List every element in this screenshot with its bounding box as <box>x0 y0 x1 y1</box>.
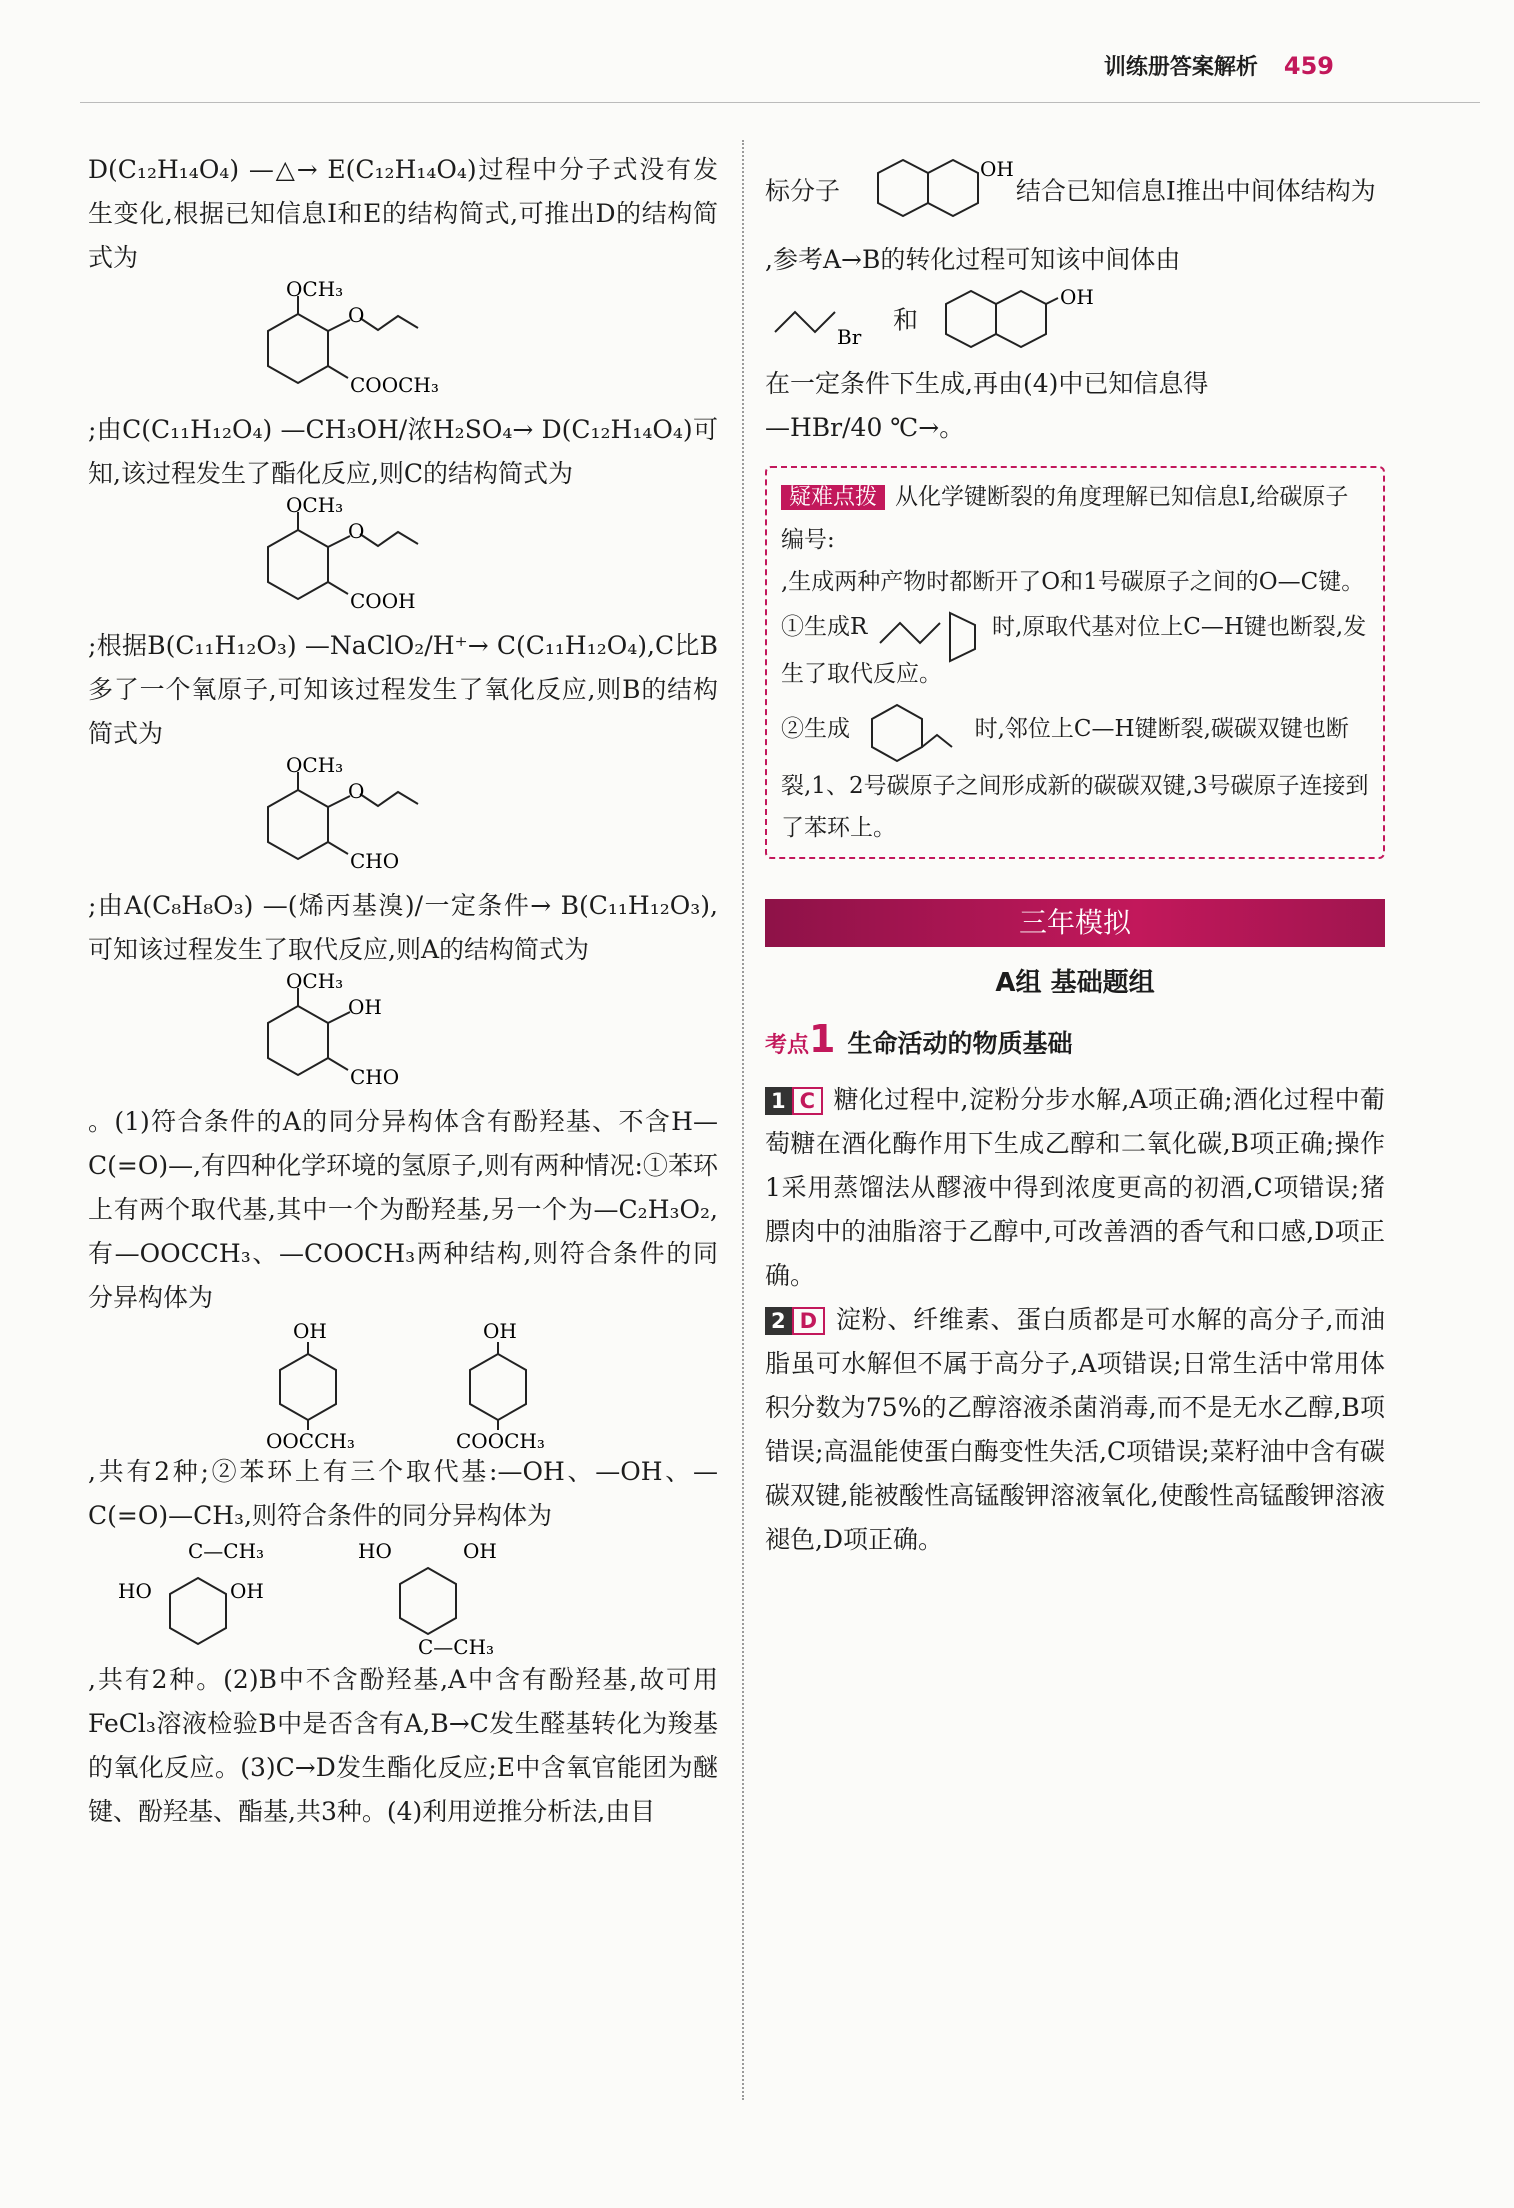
naph1-oh: OH <box>979 157 1014 181</box>
structure-allyl-bromide <box>765 292 885 352</box>
kaodian-tag: 考点 <box>765 1033 810 1058</box>
structure-naphthol-target <box>848 148 1014 238</box>
left-para-6: ,共有2种;②苯环上有三个取代基:—OH、—OH、—C(=O)—CH₃,则符合条件的同分异构体为 <box>88 1457 718 1530</box>
tip-text-5: ②生成 <box>781 716 850 742</box>
tip-text-4: 时,原取代基对位上C—H键也断裂,发生了取代反应。 <box>781 614 1367 687</box>
d-sub1: OCH₃ <box>286 277 344 301</box>
left-para-7: ,共有2种。(2)B中不含酚羟基,A中含有酚羟基,故可用FeCl₃溶液检验B中是否含有A,B→C发生醛基转化为羧基的氧化反应。(3)C→D发生酯化反应;E中含氧官能团为醚键、酚羟基、酯基,共3种。(4)利用逆推分析法,由目 <box>88 1665 718 1826</box>
structure-iso1 <box>238 1319 388 1453</box>
b-sub2: O <box>348 779 365 803</box>
right-para-2e: 。 <box>939 413 965 442</box>
iso4-s2: OH <box>463 1539 497 1563</box>
d-sub2: O <box>348 303 365 327</box>
iso4-s1: HO <box>358 1539 392 1563</box>
brom-label: Br <box>837 325 862 349</box>
tip-text-1: 从化学键断裂的角度理解已知信息Ⅰ,给碳原子编号: <box>781 484 1349 553</box>
structure-naphthol <box>926 282 1096 362</box>
left-column <box>88 148 718 1834</box>
header-title: 训练册答案解析 <box>1103 55 1258 80</box>
left-para-1: D(C₁₂H₁₄O₄) —△→ E(C₁₂H₁₄O₄)过程中分子式没有发生变化,根据已知信息Ⅰ和E的结构简式,可推出D的结构简式为 <box>88 155 718 272</box>
tip-text-3: ①生成R <box>781 614 868 640</box>
structure-d <box>238 277 498 404</box>
right-para-2c: 在一定条件下生成,再由(4)中已知信息得 <box>765 369 1209 398</box>
iso4-s3: C—CH₃ <box>418 1635 495 1659</box>
q1-number: 1 <box>765 1087 792 1115</box>
left-para-5: 。(1)符合条件的A的同分异构体含有酚羟基、不含H—C(=O)—,有四种化学环境的氢原子,则有两种情况:①苯环上有两个取代基,其中一个为酚羟基,另一个为—C₂H₃O₂,有—OOCCH₃、—COOCH₃两种结构,则符合条件的同分异构体为 <box>88 1107 718 1312</box>
naph2-oh: OH <box>1059 285 1094 309</box>
iso2-bottom: COOCH₃ <box>456 1429 545 1453</box>
tip-box <box>765 466 1385 859</box>
left-para-3: ;根据B(C₁₁H₁₂O₃) —NaClO₂/H⁺→ C(C₁₁H₁₂O₄),C比B多了一个氧原子,可知该过程发生了氧化反应,则B的结构简式为 <box>88 631 718 748</box>
structure-c <box>238 493 498 620</box>
q1-answer: C <box>792 1087 823 1115</box>
d-sub3: COOCH₃ <box>350 373 439 397</box>
c-sub2: O <box>348 519 365 543</box>
structure-b <box>238 753 498 880</box>
page-header <box>1104 50 1334 81</box>
iso3-s2: OH <box>230 1579 264 1603</box>
tip-text-2: ,生成两种产物时都断开了O和1号碳原子之间的O—C键。 <box>781 569 1365 595</box>
kaodian-title: 生命活动的物质基础 <box>847 1029 1073 1058</box>
iso3-s3: C—CH₃ <box>188 1539 265 1563</box>
c-sub3: COOH <box>350 589 416 613</box>
right-para-1: 标分子 <box>765 176 841 206</box>
a-sub2: OH <box>348 995 382 1019</box>
iso2-top: OH <box>483 1319 517 1343</box>
right-para-2b: 和 <box>892 305 918 335</box>
right-para-2: ,参考A→B的转化过程可知该中间体由 <box>765 245 1181 274</box>
header-rule <box>80 102 1480 103</box>
isomer-pair-1 <box>238 1319 718 1453</box>
section-banner: 三年模拟 <box>765 899 1385 947</box>
right-para-2d: —HBr/40 ℃→ <box>765 413 940 442</box>
right-column <box>765 148 1385 1562</box>
tip-text-6: 时,邻位上C—H键断裂,碳碳双键也断裂,1、2号碳原子之间形成新的碳碳双键,3号碳原子连接到了苯环上。 <box>781 716 1369 841</box>
a-sub3: CHO <box>350 1065 400 1089</box>
q2-text: 淀粉、纤维素、蛋白质都是可水解的高分子,而油脂虽可水解但不属于高分子,A项错误;日常生活中常用体积分数为75%的乙醇溶液杀菌消毒,而不是无水乙醇,B项错误;高温能使蛋白酶变性失活,C项错误;菜籽油中含有碳碳双键,能被酸性高锰酸钾溶液氧化,使酸性高锰酸钾溶液褪色,D项正确。 <box>765 1305 1385 1554</box>
structure-para-product <box>875 603 985 653</box>
question-2 <box>765 1298 1385 1562</box>
kaodian-num: 1 <box>809 1017 836 1061</box>
structure-a <box>238 969 498 1096</box>
isomer-pair-2 <box>108 1538 718 1658</box>
question-1 <box>765 1078 1385 1298</box>
page-number: 459 <box>1283 52 1334 80</box>
right-para-1b: 结合已知信息Ⅰ推出中间体结构为 <box>1015 176 1376 206</box>
column-divider <box>742 140 744 2100</box>
iso3-s1: HO <box>118 1579 152 1603</box>
q2-answer: D <box>792 1307 825 1335</box>
iso1-top: OH <box>293 1319 327 1343</box>
structure-iso2 <box>428 1319 578 1453</box>
structure-ortho-product <box>857 695 967 765</box>
tip-label: 疑难点拨 <box>781 485 885 510</box>
a-sub1: OCH₃ <box>286 969 344 993</box>
iso1-bottom: OOCCH₃ <box>266 1429 355 1453</box>
c-sub1: OCH₃ <box>286 493 344 517</box>
group-title: A组 基础题组 <box>995 968 1155 998</box>
q2-number: 2 <box>765 1307 792 1335</box>
structure-iso3 <box>108 1538 308 1658</box>
kaodian-heading <box>765 1017 1385 1068</box>
b-sub3: CHO <box>350 849 400 873</box>
left-para-2: ;由C(C₁₁H₁₂O₄) —CH₃OH/浓H₂SO₄→ D(C₁₂H₁₄O₄)可知,该过程发生了酯化反应,则C的结构简式为 <box>88 415 718 488</box>
q1-text: 糖化过程中,淀粉分步水解,A项正确;酒化过程中葡萄糖在酒化酶作用下生成乙醇和二氧化碳,B项正确;操作1采用蒸馏法从醪液中得到浓度更高的初酒,C项错误;猪膘肉中的油脂溶于乙醇中,可改善酒的香气和口感,D项正确。 <box>765 1085 1385 1290</box>
b-sub1: OCH₃ <box>286 753 344 777</box>
left-para-4: ;由A(C₈H₈O₃) —(烯丙基溴)/一定条件→ B(C₁₁H₁₂O₃),可知该过程发生了取代反应,则A的结构简式为 <box>88 891 718 964</box>
structure-iso4 <box>338 1538 538 1658</box>
